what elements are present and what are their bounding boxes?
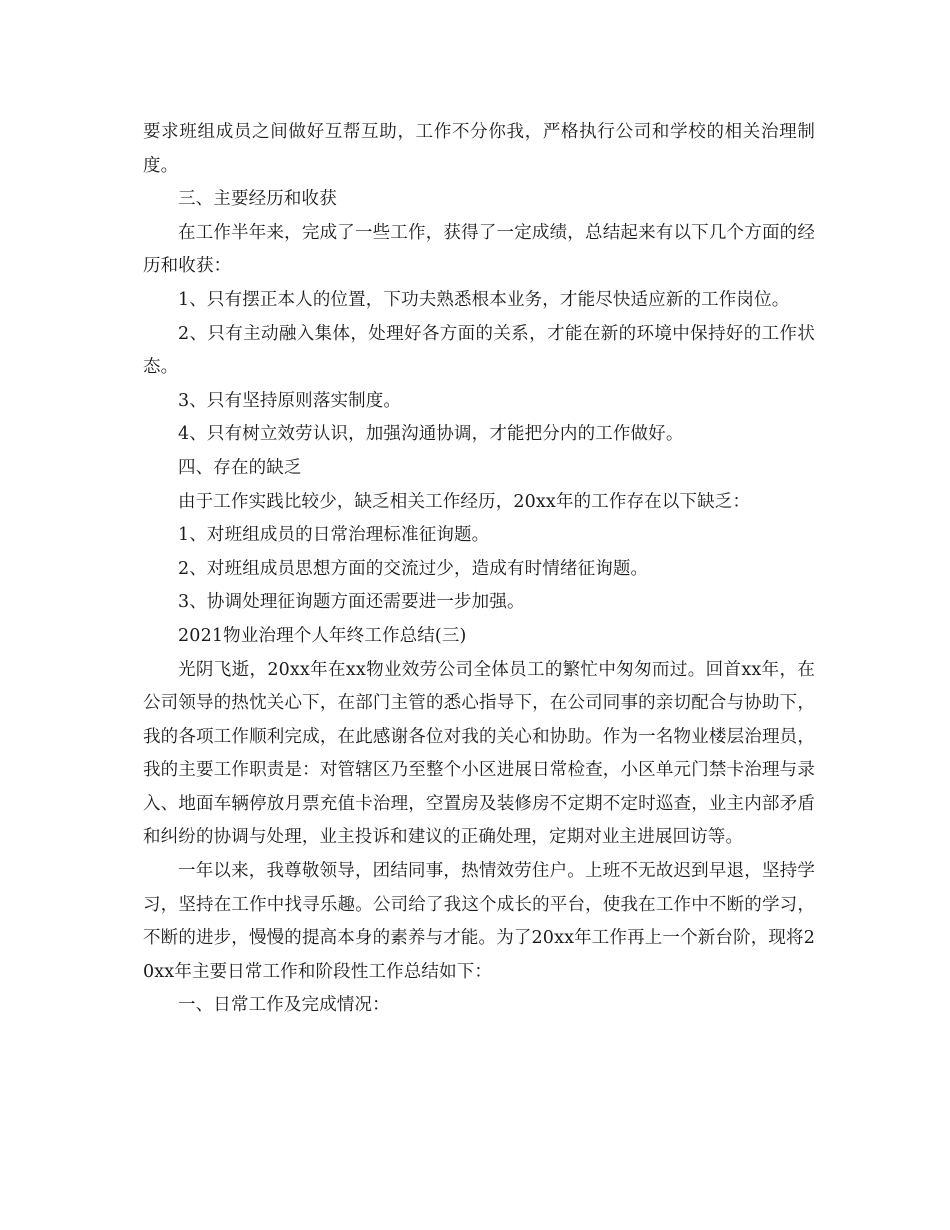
paragraph-experience-intro: 在工作半年来，完成了一些工作，获得了一定成绩，总结起来有以下几个方面的经历和收获： — [143, 222, 815, 277]
paragraph-shortcomings-intro: 由于工作实践比较少，缺乏相关工作经历，20xx年的工作存在以下缺乏： — [178, 491, 751, 512]
paragraph-continuation: 要求班组成员之间做好互帮互助，工作不分你我，严格执行公司和学校的相关治理制度。 — [143, 122, 815, 176]
list-item-experience-4: 4、只有树立效劳认识，加强沟通协调，才能把分内的工作做好。 — [178, 424, 684, 445]
list-item-experience-3: 3、只有坚持原则落实制度。 — [178, 390, 402, 411]
list-item-shortcoming-3: 3、协调处理征询题方面还需要进一步加强。 — [178, 592, 525, 613]
paragraph-work-attitude: 一年以来，我尊敬领导，团结同事，热情效劳住户。上班不无故迟到早退，坚持学习，坚持在工作中找寻乐趣。公司给了我这个成长的平台，使我在工作中不断的学习，不断的进步，慢慢的提高本身的素养与才能。为了20xx年工作再上一个新台阶，现将20xx年主要日常工作和阶段性工作总结如下： — [143, 861, 815, 982]
list-item-shortcoming-1: 1、对班组成员的日常治理标准征询题。 — [178, 525, 490, 546]
list-item-experience-1: 1、只有摆正本人的位置，下功夫熟悉根本业务，才能尽快适应新的工作岗位。 — [178, 289, 790, 310]
document-subtitle: 2021物业治理个人年终工作总结(三) — [178, 625, 467, 646]
document-body — [143, 116, 815, 1023]
list-item-experience-2: 2、只有主动融入集体，处理好各方面的关系，才能在新的环境中保持好的工作状态。 — [143, 323, 815, 378]
list-item-shortcoming-2: 2、对班组成员思想方面的交流过少，造成有时情绪征询题。 — [178, 558, 649, 579]
section-heading-shortcomings: 四、存在的缺乏 — [178, 457, 302, 478]
section-heading-daily-work: 一、日常工作及完成情况： — [178, 995, 390, 1016]
section-heading-experience: 三、主要经历和收获 — [178, 189, 337, 210]
paragraph-year-review: 光阴飞逝，20xx年在xx物业效劳公司全体员工的繁忙中匆匆而过。回首xx年，在公司领导的热忱关心下，在部门主管的悉心指导下，在公司同事的亲切配合与协助下，我的各项工作顺利完成，在此感谢各位对我的关心和协助。作为一名物业楼层治理员，我的主要工作职责是：对管辖区乃至整个小区进展日常检查，小区单元门禁卡治理与录入、地面车辆停放月票充值卡治理，空置房及装修房不定期不定时巡查，业主内部矛盾和纠纷的协调与处理，业主投诉和建议的正确处理，定期对业主进展回访等。 — [143, 659, 815, 848]
